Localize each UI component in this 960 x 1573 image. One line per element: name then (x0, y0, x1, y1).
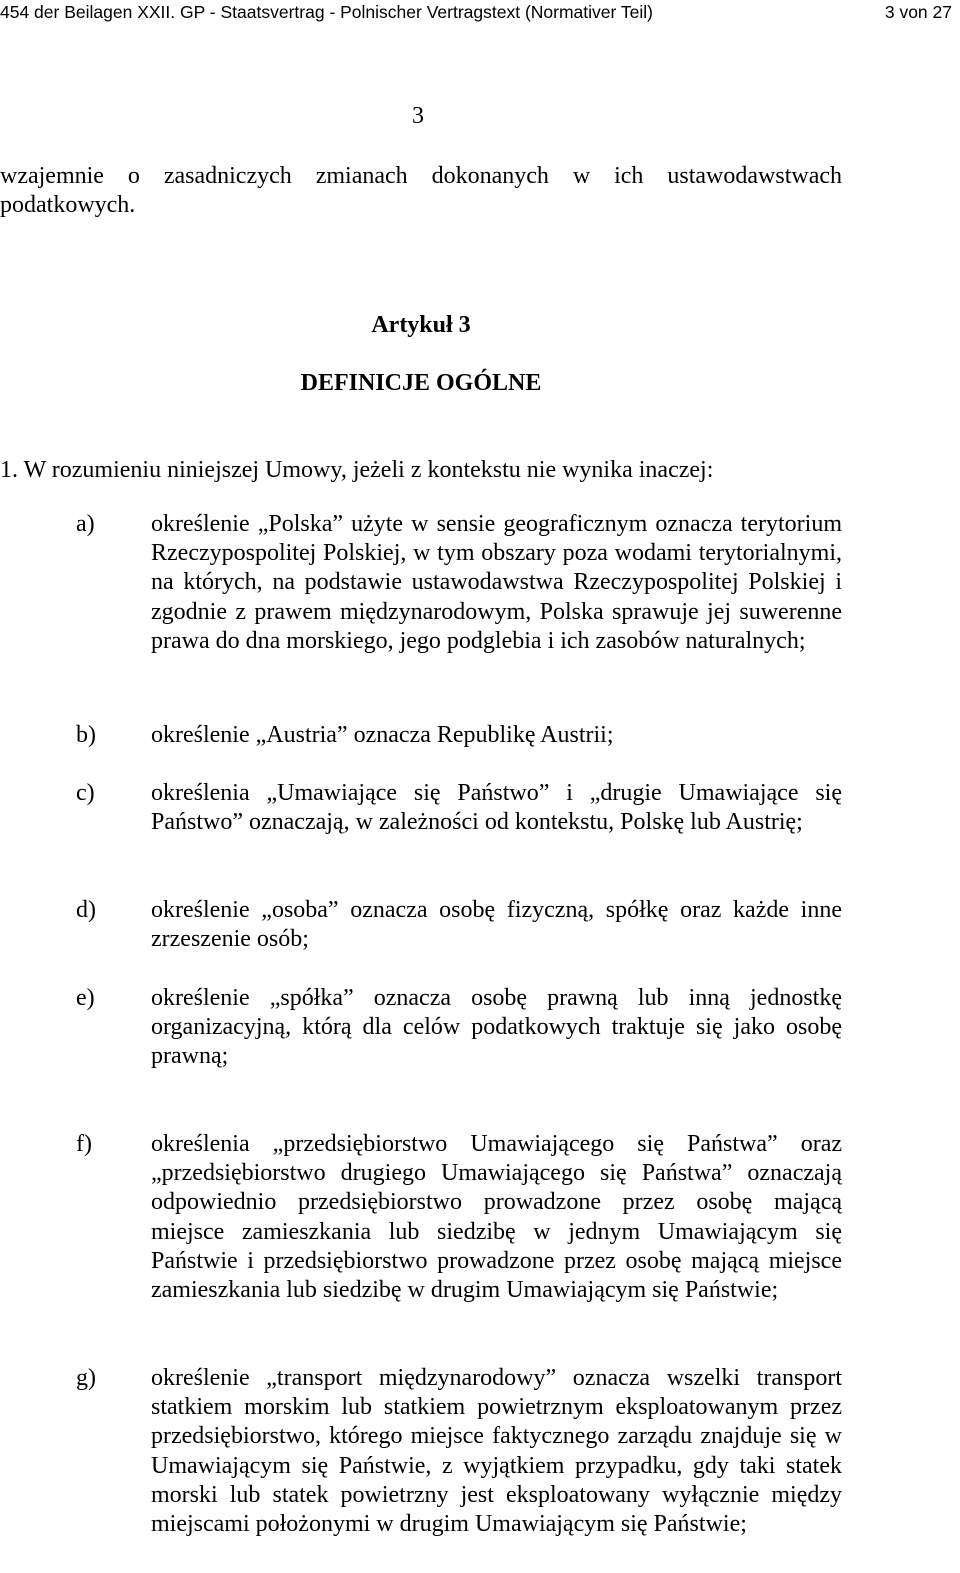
item-text: określenie „spółka” oznacza osobę prawną lub inną jednostkę organizacyjną, którą dla celów podatkowych traktuje się jako osobę prawną; (151, 985, 842, 1070)
paragraph-intro: 1. W rozumieniu niniejszej Umowy, jeżeli z kontekstu nie wynika inaczej: (0, 457, 714, 483)
item-letter: a) (76, 511, 95, 537)
header-page-count: 3 von 27 (884, 2, 952, 22)
definition-item-b (0, 721, 842, 750)
definition-item-a (0, 510, 842, 656)
definition-item-g (0, 1364, 842, 1539)
item-text: określenie „Polska” użyte w sensie geograficznym oznacza terytorium Rzeczypospolitej Polskiej, w tym obszary poza wodami terytorialnymi, na których, na podstawie ustawodawstwa Rzeczypospolitej Polskiej i zgodnie z prawem międzynarodowym, Polska sprawuje jej suwerenne prawa do dna morskiego, jego podglebia i ich zasobów naturalnych; (151, 511, 842, 654)
item-text: określenie „Austria” oznacza Republikę Austrii; (151, 722, 614, 748)
article-heading: Artykuł 3 (371, 312, 471, 338)
definition-item-c (0, 779, 842, 837)
definition-item-e (0, 984, 842, 1072)
item-letter: g) (76, 1365, 96, 1391)
item-text: określenia „przedsiębiorstwo Umawiającego się Państwa” oraz „przedsiębiorstwo drugiego Umawiającego się Państwa” oznaczają odpowiednio przedsiębiorstwo prowadzone przez osobę mającą miejsce zamieszkania lub siedzibę w jednym Umawiającym się Państwie i przedsiębiorstwo prowadzone przez osobę mającą miejsce zamieszkania lub siedzibę w drugim Umawiającym się Państwie; (151, 1131, 842, 1304)
continued-paragraph: wzajemnie o zasadniczych zmianach dokonanych w ich ustawodawstwach podatkowych. (0, 163, 842, 218)
item-letter: d) (76, 897, 96, 923)
definition-item-d (0, 896, 842, 954)
item-letter: c) (76, 780, 95, 806)
page-number: 3 (412, 103, 424, 129)
item-letter: b) (76, 722, 96, 748)
item-letter: e) (76, 985, 95, 1011)
definition-item-f (0, 1130, 842, 1305)
header-document-title: 454 der Beilagen XXII. GP - Staatsvertrag - Polnischer Vertragstext (Normativer Teil) (0, 2, 653, 22)
article-title: DEFINICJE OGÓLNE (300, 370, 542, 396)
item-text: określenie „transport międzynarodowy” oznacza wszelki transport statkiem morskim lub statkiem powietrznym eksploatowanym przez przedsiębiorstwo, którego miejsce faktycznego zarządu znajduje się w Umawiającym się Państwie, z wyjątkiem przypadku, gdy taki statek morski lub statek powietrzny jest eksploatowany wyłącznie między miejscami położonymi w drugim Umawiającym się Państwie; (151, 1365, 842, 1538)
item-text: określenia „Umawiające się Państwo” i „drugie Umawiające się Państwo” oznaczają, w zależności od kontekstu, Polskę lub Austrię; (151, 780, 842, 836)
item-letter: f) (76, 1131, 92, 1157)
item-text: określenie „osoba” oznacza osobę fizyczną, spółkę oraz każde inne zrzeszenie osób; (151, 897, 842, 953)
